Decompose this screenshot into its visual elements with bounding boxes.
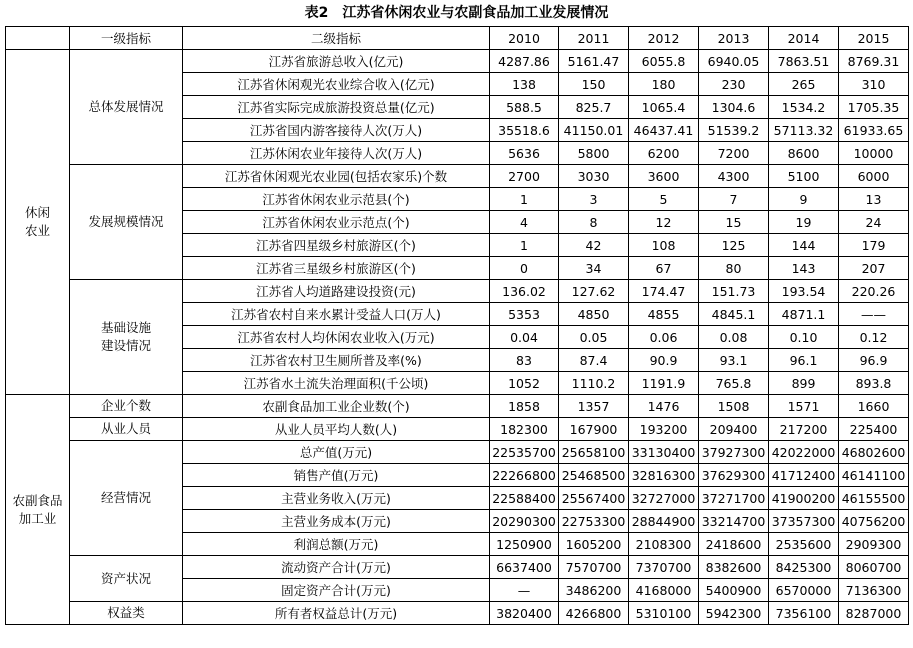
value-cell: 3030 — [559, 165, 629, 188]
value-cell: 80 — [699, 257, 769, 280]
value-cell: 2700 — [490, 165, 559, 188]
value-cell: 10000 — [839, 142, 909, 165]
indicator-label: 固定资产合计(万元) — [183, 579, 490, 602]
value-cell: 825.7 — [559, 96, 629, 119]
table-row — [6, 441, 909, 464]
value-cell: 40756200 — [839, 510, 909, 533]
value-cell: 8287000 — [839, 602, 909, 625]
indicator-label: 农副食品加工业企业数(个) — [183, 395, 490, 418]
value-cell: 13 — [839, 188, 909, 211]
table-row — [6, 50, 909, 73]
header-year: 2013 — [699, 27, 769, 50]
value-cell: 765.8 — [699, 372, 769, 395]
indicator-label: 江苏省三星级乡村旅游区(个) — [183, 257, 490, 280]
value-cell: 5636 — [490, 142, 559, 165]
indicator-label: 利润总额(万元) — [183, 533, 490, 556]
table-row — [6, 556, 909, 579]
data-table — [5, 26, 909, 625]
indicator-label: 流动资产合计(万元) — [183, 556, 490, 579]
value-cell: 7 — [699, 188, 769, 211]
indicator-label: 主营业务成本(万元) — [183, 510, 490, 533]
value-cell: 179 — [839, 234, 909, 257]
header-year: 2010 — [490, 27, 559, 50]
value-cell: 5310100 — [629, 602, 699, 625]
group-label: 总体发展情况 — [70, 50, 183, 165]
value-cell: 1052 — [490, 372, 559, 395]
value-cell: 4855 — [629, 303, 699, 326]
value-cell: 24 — [839, 211, 909, 234]
value-cell: 136.02 — [490, 280, 559, 303]
value-cell: 3486200 — [559, 579, 629, 602]
value-cell: 265 — [769, 73, 839, 96]
value-cell: 893.8 — [839, 372, 909, 395]
value-cell: 22753300 — [559, 510, 629, 533]
header-year: 2015 — [839, 27, 909, 50]
value-cell: 22535700 — [490, 441, 559, 464]
value-cell: 143 — [769, 257, 839, 280]
value-cell: 1476 — [629, 395, 699, 418]
header-year: 2014 — [769, 27, 839, 50]
value-cell: 207 — [839, 257, 909, 280]
value-cell: 2535600 — [769, 533, 839, 556]
value-cell: 6000 — [839, 165, 909, 188]
value-cell: 138 — [490, 73, 559, 96]
value-cell: 46141100 — [839, 464, 909, 487]
value-cell: 19 — [769, 211, 839, 234]
value-cell: 6940.05 — [699, 50, 769, 73]
value-cell: 1250900 — [490, 533, 559, 556]
value-cell: 4845.1 — [699, 303, 769, 326]
value-cell: 22588400 — [490, 487, 559, 510]
value-cell: 46437.41 — [629, 119, 699, 142]
table-row — [6, 395, 909, 418]
header-level1: 一级指标 — [70, 27, 183, 50]
value-cell: 5161.47 — [559, 50, 629, 73]
value-cell: 37357300 — [769, 510, 839, 533]
value-cell: 1534.2 — [769, 96, 839, 119]
value-cell: —— — [839, 303, 909, 326]
table-row — [6, 165, 909, 188]
section-label: 休闲 农业 — [6, 50, 70, 395]
value-cell: 32727000 — [629, 487, 699, 510]
value-cell: 37271700 — [699, 487, 769, 510]
value-cell: 1571 — [769, 395, 839, 418]
section-label: 农副食品 加工业 — [6, 395, 70, 625]
value-cell: 33214700 — [699, 510, 769, 533]
value-cell: 588.5 — [490, 96, 559, 119]
value-cell: 150 — [559, 73, 629, 96]
value-cell: 0.12 — [839, 326, 909, 349]
value-cell: 5942300 — [699, 602, 769, 625]
value-cell: 8600 — [769, 142, 839, 165]
value-cell: 1660 — [839, 395, 909, 418]
value-cell: 7200 — [699, 142, 769, 165]
value-cell: 5353 — [490, 303, 559, 326]
indicator-label: 所有者权益总计(万元) — [183, 602, 490, 625]
value-cell: 5400900 — [699, 579, 769, 602]
header-year: 2012 — [629, 27, 699, 50]
value-cell: 225400 — [839, 418, 909, 441]
value-cell: 3600 — [629, 165, 699, 188]
header-year: 2011 — [559, 27, 629, 50]
table-row — [6, 280, 909, 303]
value-cell: 34 — [559, 257, 629, 280]
header-row — [6, 27, 909, 50]
indicator-label: 总产值(万元) — [183, 441, 490, 464]
value-cell: 41150.01 — [559, 119, 629, 142]
value-cell: 8425300 — [769, 556, 839, 579]
value-cell: 217200 — [769, 418, 839, 441]
value-cell: 2909300 — [839, 533, 909, 556]
value-cell: 8 — [559, 211, 629, 234]
value-cell: 4266800 — [559, 602, 629, 625]
value-cell: 1508 — [699, 395, 769, 418]
value-cell: 42 — [559, 234, 629, 257]
value-cell: 7370700 — [629, 556, 699, 579]
indicator-label: 江苏省农村自来水累计受益人口(万人) — [183, 303, 490, 326]
value-cell: 180 — [629, 73, 699, 96]
value-cell: 7356100 — [769, 602, 839, 625]
value-cell: 37629300 — [699, 464, 769, 487]
value-cell: 90.9 — [629, 349, 699, 372]
value-cell: 1 — [490, 188, 559, 211]
value-cell: 42022000 — [769, 441, 839, 464]
value-cell: 0.05 — [559, 326, 629, 349]
value-cell: 209400 — [699, 418, 769, 441]
value-cell: 32816300 — [629, 464, 699, 487]
table-row — [6, 418, 909, 441]
value-cell: 51539.2 — [699, 119, 769, 142]
value-cell: 1191.9 — [629, 372, 699, 395]
indicator-label: 江苏省旅游总收入(亿元) — [183, 50, 490, 73]
value-cell: 125 — [699, 234, 769, 257]
group-label: 资产状况 — [70, 556, 183, 602]
value-cell: 127.62 — [559, 280, 629, 303]
value-cell: 25658100 — [559, 441, 629, 464]
value-cell: 96.9 — [839, 349, 909, 372]
value-cell: 5 — [629, 188, 699, 211]
value-cell: 25468500 — [559, 464, 629, 487]
value-cell: 193200 — [629, 418, 699, 441]
value-cell: 4168000 — [629, 579, 699, 602]
group-label: 权益类 — [70, 602, 183, 625]
value-cell: 15 — [699, 211, 769, 234]
indicator-label: 主营业务收入(万元) — [183, 487, 490, 510]
value-cell: 0 — [490, 257, 559, 280]
header-level2: 二级指标 — [183, 27, 490, 50]
indicator-label: 江苏省人均道路建设投资(元) — [183, 280, 490, 303]
header-blank — [6, 27, 70, 50]
indicator-label: 江苏省水土流失治理面积(千公顷) — [183, 372, 490, 395]
value-cell: 93.1 — [699, 349, 769, 372]
indicator-label: 江苏省农村人均休闲农业收入(万元) — [183, 326, 490, 349]
value-cell: 6200 — [629, 142, 699, 165]
value-cell: 61933.65 — [839, 119, 909, 142]
value-cell: — — [490, 579, 559, 602]
value-cell: 2418600 — [699, 533, 769, 556]
value-cell: 1 — [490, 234, 559, 257]
value-cell: 182300 — [490, 418, 559, 441]
value-cell: 0.06 — [629, 326, 699, 349]
value-cell: 7136300 — [839, 579, 909, 602]
indicator-label: 江苏省实际完成旅游投资总量(亿元) — [183, 96, 490, 119]
value-cell: 46155500 — [839, 487, 909, 510]
value-cell: 8769.31 — [839, 50, 909, 73]
indicator-label: 从业人员平均人数(人) — [183, 418, 490, 441]
value-cell: 230 — [699, 73, 769, 96]
value-cell: 167900 — [559, 418, 629, 441]
indicator-label: 江苏省休闲观光农业综合收入(亿元) — [183, 73, 490, 96]
group-label: 经营情况 — [70, 441, 183, 556]
value-cell: 3 — [559, 188, 629, 211]
value-cell: 1705.35 — [839, 96, 909, 119]
value-cell: 6055.8 — [629, 50, 699, 73]
value-cell: 7570700 — [559, 556, 629, 579]
value-cell: 25567400 — [559, 487, 629, 510]
indicator-label: 江苏省国内游客接待人次(万人) — [183, 119, 490, 142]
value-cell: 4871.1 — [769, 303, 839, 326]
value-cell: 220.26 — [839, 280, 909, 303]
value-cell: 6637400 — [490, 556, 559, 579]
value-cell: 9 — [769, 188, 839, 211]
value-cell: 12 — [629, 211, 699, 234]
value-cell: 6570000 — [769, 579, 839, 602]
value-cell: 1110.2 — [559, 372, 629, 395]
value-cell: 4850 — [559, 303, 629, 326]
value-cell: 4 — [490, 211, 559, 234]
value-cell: 1065.4 — [629, 96, 699, 119]
value-cell: 41900200 — [769, 487, 839, 510]
value-cell: 310 — [839, 73, 909, 96]
value-cell: 151.73 — [699, 280, 769, 303]
value-cell: 4287.86 — [490, 50, 559, 73]
value-cell: 0.10 — [769, 326, 839, 349]
group-label: 从业人员 — [70, 418, 183, 441]
value-cell: 108 — [629, 234, 699, 257]
indicator-label: 江苏省休闲农业示范点(个) — [183, 211, 490, 234]
value-cell: 0.04 — [490, 326, 559, 349]
value-cell: 33130400 — [629, 441, 699, 464]
value-cell: 1605200 — [559, 533, 629, 556]
value-cell: 46802600 — [839, 441, 909, 464]
value-cell: 7863.51 — [769, 50, 839, 73]
table-caption: 表2 江苏省休闲农业与农副食品加工业发展情况 — [304, 5, 609, 21]
value-cell: 35518.6 — [490, 119, 559, 142]
indicator-label: 江苏省休闲观光农业园(包括农家乐)个数 — [183, 165, 490, 188]
value-cell: 1357 — [559, 395, 629, 418]
indicator-label: 江苏休闲农业年接待人次(万人) — [183, 142, 490, 165]
value-cell: 22266800 — [490, 464, 559, 487]
value-cell: 37927300 — [699, 441, 769, 464]
value-cell: 4300 — [699, 165, 769, 188]
indicator-label: 江苏省四星级乡村旅游区(个) — [183, 234, 490, 257]
indicator-label: 销售产值(万元) — [183, 464, 490, 487]
value-cell: 3820400 — [490, 602, 559, 625]
value-cell: 67 — [629, 257, 699, 280]
table-row — [6, 602, 909, 625]
value-cell: 1858 — [490, 395, 559, 418]
value-cell: 193.54 — [769, 280, 839, 303]
value-cell: 5800 — [559, 142, 629, 165]
group-label: 企业个数 — [70, 395, 183, 418]
value-cell: 20290300 — [490, 510, 559, 533]
value-cell: 0.08 — [699, 326, 769, 349]
value-cell: 57113.32 — [769, 119, 839, 142]
value-cell: 8382600 — [699, 556, 769, 579]
value-cell: 28844900 — [629, 510, 699, 533]
value-cell: 144 — [769, 234, 839, 257]
value-cell: 96.1 — [769, 349, 839, 372]
group-label: 发展规模情况 — [70, 165, 183, 280]
value-cell: 83 — [490, 349, 559, 372]
indicator-label: 江苏省农村卫生厕所普及率(%) — [183, 349, 490, 372]
value-cell: 1304.6 — [699, 96, 769, 119]
value-cell: 41712400 — [769, 464, 839, 487]
value-cell: 174.47 — [629, 280, 699, 303]
value-cell: 899 — [769, 372, 839, 395]
value-cell: 87.4 — [559, 349, 629, 372]
value-cell: 2108300 — [629, 533, 699, 556]
value-cell: 8060700 — [839, 556, 909, 579]
value-cell: 5100 — [769, 165, 839, 188]
indicator-label: 江苏省休闲农业示范县(个) — [183, 188, 490, 211]
group-label: 基础设施 建设情况 — [70, 280, 183, 395]
